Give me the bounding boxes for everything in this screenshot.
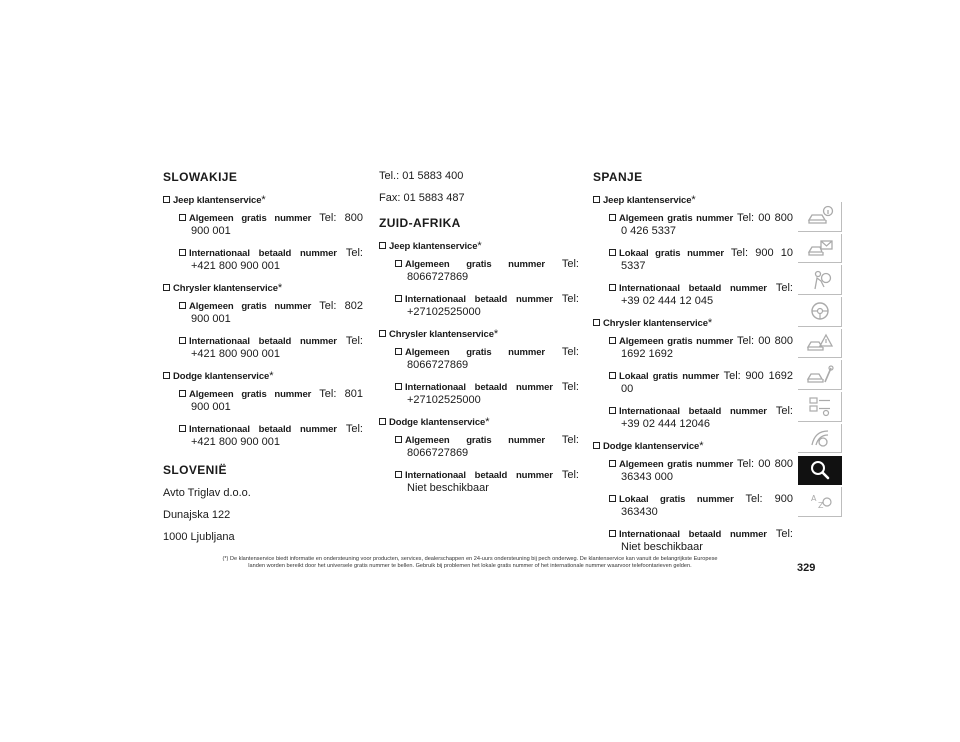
svg-text:Z: Z xyxy=(817,501,823,511)
list-item-dodge: Dodge klantenservice* xyxy=(163,370,363,383)
list-item: Internationaal betaald nummer Tel: +421 800 900 001 xyxy=(179,247,363,273)
tab-car-warning[interactable] xyxy=(798,329,842,359)
checkbox-bullet-icon xyxy=(395,471,402,478)
checkbox-bullet-icon xyxy=(379,418,386,425)
page-number: 329 xyxy=(797,562,816,574)
section-heading-slovenie: SLOVENIË xyxy=(163,463,227,477)
checkbox-bullet-icon xyxy=(609,372,616,379)
list-item-chrysler: Chrysler klantenservice* xyxy=(163,282,363,295)
checkbox-bullet-icon xyxy=(609,337,616,344)
checkbox-bullet-icon xyxy=(395,436,402,443)
list-item: Algemeen gratis nummer Tel: 800 900 001 xyxy=(179,212,363,238)
list-item-jeep: Jeep klantenservice* xyxy=(163,194,363,207)
list-item: Internationaal betaald nummer Tel: Niet beschikbaar xyxy=(395,469,579,495)
tab-multimedia[interactable] xyxy=(798,424,842,454)
checkbox-bullet-icon xyxy=(395,260,402,267)
car-info-icon xyxy=(806,205,834,227)
list-item-dodge: Dodge klantenservice* xyxy=(593,440,793,453)
address-line: Dunajska 122 xyxy=(163,509,231,521)
list-item: Lokaal gratis nummer Tel: 900 10 5337 xyxy=(609,247,793,273)
chapter-tabs xyxy=(798,202,842,519)
list-item: Internationaal betaald nummer Tel: +421 800 900 001 xyxy=(179,335,363,361)
tab-steering[interactable] xyxy=(798,297,842,327)
list-item: Internationaal betaald nummer Tel: +27102525000 xyxy=(395,381,579,407)
address-line: 1000 Ljubljana xyxy=(163,531,235,543)
list-item-chrysler: Chrysler klantenservice* xyxy=(379,328,579,341)
list-item: Internationaal betaald nummer Tel: Niet beschikbaar xyxy=(609,528,793,554)
checkbox-bullet-icon xyxy=(163,372,170,379)
checkbox-bullet-icon xyxy=(609,284,616,291)
footnote: (*) De klantenservice biedt informatie en ondersteuning voor producten, services, dealerschappen en 24-uurs ondersteuning bij pech onderweg. De klantenservice kan vanuit de belangrijkste Europese landen worden bereikt door het universele gratis nummer te bellen. Gebruik bij problemen het lokale gratis nummer of het internationale nummer waarvoor telefoontarieven gelden. xyxy=(222,556,718,569)
list-item: Internationaal betaald nummer Tel: +421 800 900 001 xyxy=(179,423,363,449)
checkbox-bullet-icon xyxy=(395,348,402,355)
list-item: Algemeen gratis nummer Tel: 00 800 0 426 5337 xyxy=(609,212,793,238)
technical-data-icon xyxy=(806,395,834,417)
checkbox-bullet-icon xyxy=(593,319,600,326)
section-heading-zuid-afrika: ZUID-AFRIKA xyxy=(379,216,461,230)
tab-index[interactable] xyxy=(798,487,842,517)
list-item: Lokaal gratis nummer Tel: 900 363430 xyxy=(609,493,793,519)
fax-line: Fax: 01 5883 487 xyxy=(379,192,465,204)
tab-car-service[interactable] xyxy=(798,360,842,390)
airbag-icon xyxy=(806,269,834,291)
list-item: Internationaal betaald nummer Tel: +39 02 444 12 045 xyxy=(609,282,793,308)
checkbox-bullet-icon xyxy=(609,249,616,256)
checkbox-bullet-icon xyxy=(609,460,616,467)
checkbox-bullet-icon xyxy=(179,302,186,309)
checkbox-bullet-icon xyxy=(593,196,600,203)
checkbox-bullet-icon xyxy=(609,530,616,537)
car-mail-icon xyxy=(806,237,834,259)
section-heading-slowakije: SLOWAKIJE xyxy=(163,170,238,184)
search-icon xyxy=(806,459,834,481)
car-warning-icon xyxy=(806,332,834,354)
phone-line: Tel.: 01 5883 400 xyxy=(379,170,464,182)
checkbox-bullet-icon xyxy=(379,330,386,337)
index-icon xyxy=(806,490,834,512)
column-middle xyxy=(379,170,579,504)
tab-car-info[interactable] xyxy=(798,202,842,232)
tab-search[interactable] xyxy=(798,456,842,486)
checkbox-bullet-icon xyxy=(609,214,616,221)
column-left xyxy=(163,170,363,553)
list-item: Algemeen gratis nummer Tel: 8066727869 xyxy=(395,434,579,460)
list-item: Algemeen gratis nummer Tel: 801 900 001 xyxy=(179,388,363,414)
list-item: Lokaal gratis nummer Tel: 900 1692 00 xyxy=(609,370,793,396)
checkbox-bullet-icon xyxy=(179,214,186,221)
tab-airbag[interactable] xyxy=(798,265,842,295)
address-line: Avto Triglav d.o.o. xyxy=(163,487,251,499)
checkbox-bullet-icon xyxy=(609,407,616,414)
checkbox-bullet-icon xyxy=(179,249,186,256)
list-item-jeep: Jeep klantenservice* xyxy=(593,194,793,207)
checkbox-bullet-icon xyxy=(379,242,386,249)
checkbox-bullet-icon xyxy=(163,284,170,291)
checkbox-bullet-icon xyxy=(395,383,402,390)
list-item: Algemeen gratis nummer Tel: 8066727869 xyxy=(395,346,579,372)
car-service-icon xyxy=(806,364,834,386)
column-right xyxy=(593,170,793,563)
list-item: Algemeen gratis nummer Tel: 8066727869 xyxy=(395,258,579,284)
list-item-chrysler: Chrysler klantenservice* xyxy=(593,317,793,330)
list-item-jeep: Jeep klantenservice* xyxy=(379,240,579,253)
section-heading-spanje: SPANJE xyxy=(593,170,643,184)
checkbox-bullet-icon xyxy=(395,295,402,302)
list-item: Algemeen gratis nummer Tel: 00 800 36343 000 xyxy=(609,458,793,484)
list-item: Internationaal betaald nummer Tel: +27102525000 xyxy=(395,293,579,319)
checkbox-bullet-icon xyxy=(179,425,186,432)
multimedia-icon xyxy=(806,427,834,449)
checkbox-bullet-icon xyxy=(179,390,186,397)
checkbox-bullet-icon xyxy=(163,196,170,203)
list-item: Algemeen gratis nummer Tel: 802 900 001 xyxy=(179,300,363,326)
steering-wheel-icon xyxy=(806,300,834,322)
checkbox-bullet-icon xyxy=(179,337,186,344)
tab-technical-data[interactable] xyxy=(798,392,842,422)
checkbox-bullet-icon xyxy=(593,442,600,449)
svg-text:A: A xyxy=(810,494,816,504)
checkbox-bullet-icon xyxy=(609,495,616,502)
tab-car-mail[interactable] xyxy=(798,234,842,264)
list-item-dodge: Dodge klantenservice* xyxy=(379,416,579,429)
list-item: Internationaal betaald nummer Tel: +39 02 444 12046 xyxy=(609,405,793,431)
list-item: Algemeen gratis nummer Tel: 00 800 1692 1692 xyxy=(609,335,793,361)
